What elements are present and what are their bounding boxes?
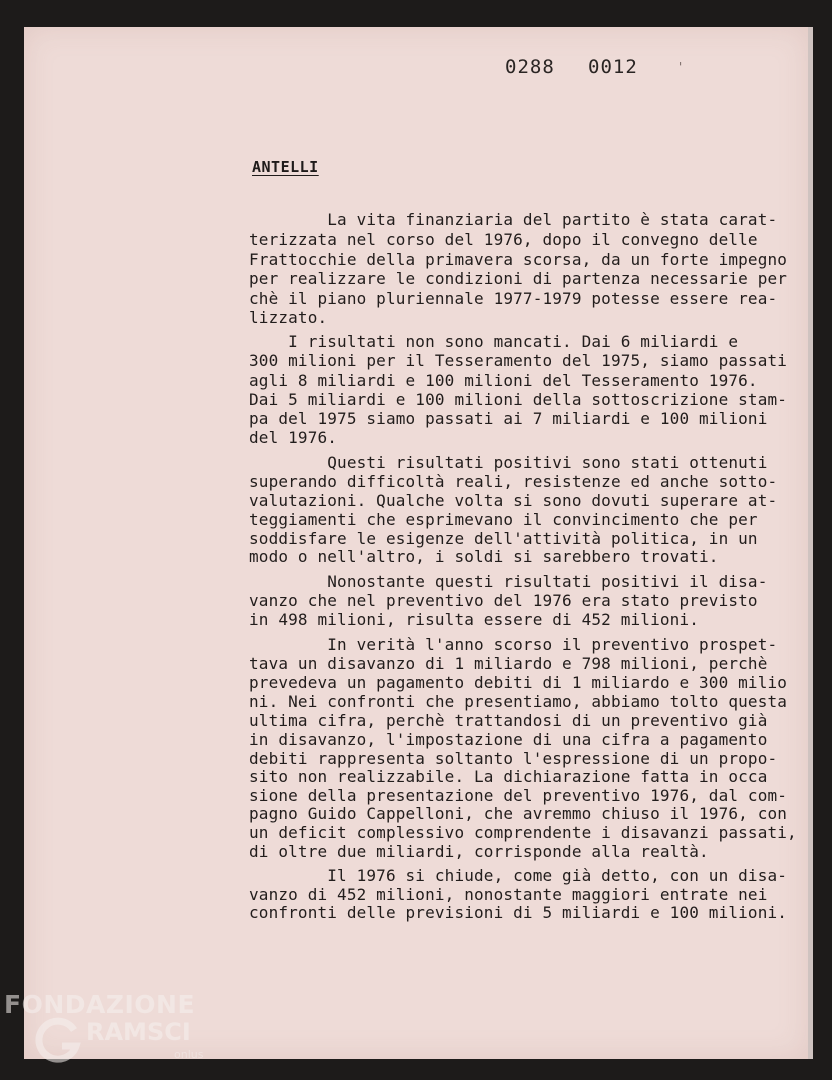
text-line: soddisfare le esigenze dell'attività politica, in un [249, 529, 758, 548]
gramsci-g-icon [34, 1016, 84, 1066]
text-line: debiti rappresenta soltanto l'espressione di un propo- [249, 749, 778, 768]
text-line: pa del 1975 siamo passati ai 7 miliardi e 100 milioni [249, 409, 768, 428]
text-line: agli 8 miliardi e 100 milioni del Tesseramento 1976. [249, 371, 758, 390]
text-line: confronti delle previsioni di 5 miliardi e 100 milioni. [249, 903, 788, 922]
text-line: I risultati non sono mancati. Dai 6 miliardi e [249, 332, 739, 351]
text-line: sione della presentazione del preventivo 1976, dal com- [249, 786, 788, 805]
text-line: teggiamenti che esprimevano il convincimento che per [249, 510, 758, 529]
archive-number-part2: 0012 [588, 56, 638, 78]
text-line: vanzo che nel preventivo del 1976 era stato previsto [249, 591, 758, 610]
stray-mark: ' [677, 60, 685, 74]
text-line: valutazioni. Qualche volta si sono dovuti superare at- [249, 491, 778, 510]
text-line: terizzata nel corso del 1976, dopo il convegno delle [249, 230, 758, 249]
text-line: La vita finanziaria del partito è stata carat- [249, 210, 778, 229]
text-line: un deficit complessivo comprendente i disavanzi passati, [249, 823, 797, 842]
text-line: superando difficoltà reali, resistenze ed anche sotto- [249, 472, 778, 491]
text-line: prevedeva un pagamento debiti di 1 miliardo e 300 milio [249, 673, 788, 692]
text-line: Nonostante questi risultati positivi il disa- [249, 572, 768, 591]
text-line: vanzo di 452 milioni, nonostante maggiori entrate nei [249, 885, 768, 904]
text-line: di oltre due miliardi, corrisponde alla realtà. [249, 842, 709, 861]
text-line: Frattocchie della primavera scorsa, da un forte impegno [249, 250, 788, 269]
text-line: Il 1976 si chiude, come già detto, con un disa- [249, 866, 788, 885]
text-line: lizzato. [249, 308, 328, 327]
text-line: In verità l'anno scorso il preventivo prospet- [249, 635, 778, 654]
text-line: in disavanzo, l'impostazione di una cifra a pagamento [249, 730, 768, 749]
text-line: modo o nell'altro, i soldi si sarebbero trovati. [249, 547, 719, 566]
watermark-suffix: onlus [174, 1048, 204, 1061]
watermark-line2: RAMSCI [86, 1018, 191, 1046]
text-line: chè il piano pluriennale 1977-1979 potesse essere rea- [249, 289, 778, 308]
page-edge [808, 27, 813, 1059]
document-heading: ANTELLI [252, 158, 319, 176]
text-line: tava un disavanzo di 1 miliardo e 798 milioni, perchè [249, 654, 768, 673]
text-line: Questi risultati positivi sono stati ottenuti [249, 453, 768, 472]
text-line: in 498 milioni, risulta essere di 452 milioni. [249, 610, 700, 629]
watermark-logo [4, 990, 209, 1072]
text-line: 300 milioni per il Tesseramento del 1975, siamo passati [249, 351, 788, 370]
text-line: per realizzare le condizioni di partenza necessarie per [249, 269, 788, 288]
text-line: del 1976. [249, 428, 338, 447]
archive-number-part1: 0288 [505, 56, 555, 78]
text-line: pagno Guido Cappelloni, che avremmo chiuso il 1976, con [249, 804, 788, 823]
text-line: ultima cifra, perchè trattandosi di un preventivo già [249, 711, 768, 730]
text-line: ni. Nei confronti che presentiamo, abbiamo tolto questa [249, 692, 788, 711]
watermark-line1: FONDAZIONE [4, 990, 196, 1019]
text-line: Dai 5 miliardi e 100 milioni della sottoscrizione stam- [249, 390, 788, 409]
text-line: sito non realizzabile. La dichiarazione fatta in occa [249, 767, 768, 786]
